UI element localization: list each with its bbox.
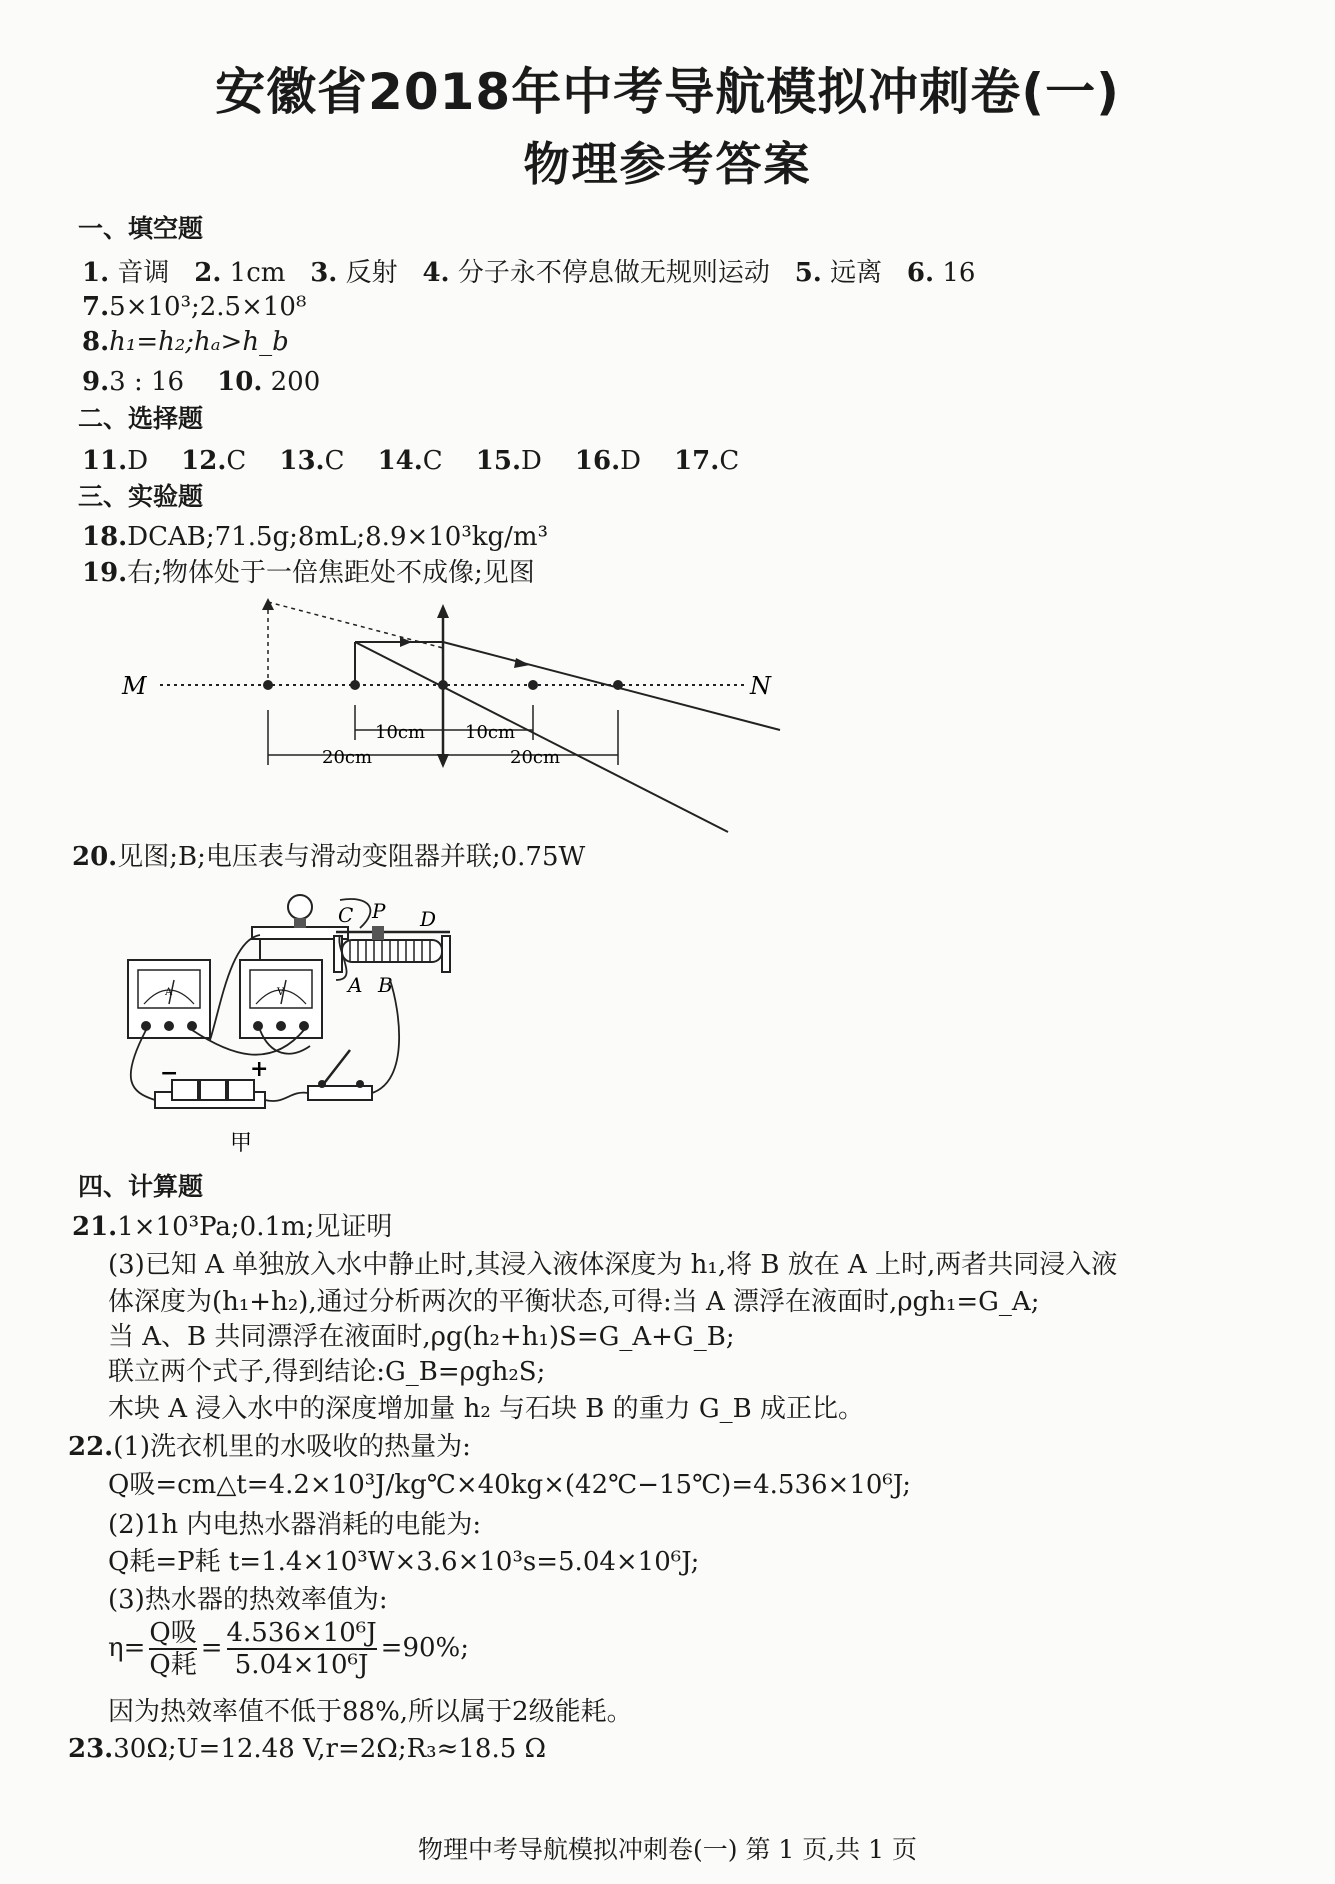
answer-22-line-d: (3)热水器的热效率值为:: [108, 1585, 388, 1615]
svg-text:A: A: [165, 987, 173, 998]
answer-line-7: 7.5×10³;2.5×10⁸: [82, 292, 307, 322]
circuit-caption: 甲: [230, 1131, 253, 1156]
answer-line-23: 23.30Ω;U=12.48 V,r=2Ω;R₃≈18.5 Ω: [68, 1734, 547, 1764]
terminal-d-label: D: [420, 907, 437, 931]
dim-label-10cm-left: 10cm: [375, 722, 426, 743]
switch-icon: [308, 1050, 372, 1100]
page-title: 安徽省2018年中考导航模拟冲刺卷(一): [215, 63, 1120, 121]
svg-text:V: V: [277, 987, 285, 998]
page-footer: 物理中考导航模拟冲刺卷(一) 第 1 页,共 1 页: [417, 1835, 917, 1864]
answer-line-11-17: 11.D 12.C 13.C 14.C 15.D 16.D 17.C: [82, 446, 740, 476]
answer-21-line-b: 体深度为(h₁+h₂),通过分析两次的平衡状态,可得:当 A 漂浮在液面时,ρgh₁=G_A;: [108, 1287, 1040, 1317]
lens-ray-diagram: [100, 590, 800, 840]
battery-plus-label: +: [250, 1056, 269, 1082]
section-heading-calculation: 四、计算题: [78, 1172, 204, 1201]
answer-line-1-6: 1. 音调 2. 1cm 3. 反射 4. 分子永不停息做无规则运动 5. 远离 6. 16: [82, 258, 976, 288]
section-heading-experiment: 三、实验题: [78, 482, 204, 511]
dim-label-20cm-left: 20cm: [322, 747, 373, 768]
slider-p-label: P: [372, 899, 386, 923]
dim-label-10cm-right: 10cm: [465, 722, 516, 743]
dim-label-20cm-right: 20cm: [510, 747, 561, 768]
terminal-b-label: B: [378, 973, 393, 997]
answer-21-line-e: 木块 A 浸入水中的深度增加量 h₂ 与石块 B 的重力 G_B 成正比。: [108, 1394, 865, 1424]
answer-21-line-c: 当 A、B 共同漂浮在液面时,ρg(h₂+h₁)S=G_A+G_B;: [108, 1322, 735, 1352]
answer-line-21: 21.1×10³Pa;0.1m;见证明: [72, 1212, 393, 1242]
answer-22-line-f: 因为热效率值不低于88%,所以属于2级能耗。: [108, 1697, 633, 1727]
page-subtitle: 物理参考答案: [523, 137, 812, 191]
answer-22-line-b: (2)1h 内电热水器消耗的电能为:: [108, 1510, 482, 1540]
section-heading-choice: 二、选择题: [78, 404, 204, 433]
label-n: N: [750, 672, 771, 700]
battery-minus-label: −: [160, 1060, 179, 1086]
voltmeter-icon: [240, 960, 322, 1038]
answer-line-9-10: 9.3 : 16 10. 200: [82, 367, 321, 397]
answer-22-efficiency-formula: η= $\frac{\text{Q吸}}{\text{Q耗}}$ = $\frac{\text{4.536×10⁶J}}{\text{5.04×10⁶J}}$ =90%;: [108, 1618, 469, 1680]
bulb-icon: [288, 895, 312, 919]
answer-line-18: 18.DCAB;71.5g;8mL;8.9×10³kg/m³: [82, 522, 549, 552]
answer-line-20: 20.见图;B;电压表与滑动变阻器并联;0.75W: [72, 842, 586, 872]
answer-21-line-d: 联立两个式子,得到结论:G_B=ρgh₂S;: [108, 1357, 546, 1387]
rheostat-icon: [334, 926, 450, 972]
ammeter-icon: [128, 960, 210, 1038]
circuit-diagram: [110, 880, 580, 1160]
answer-line-22: 22.(1)洗衣机里的水吸收的热量为:: [68, 1432, 471, 1462]
answer-line-19: 19.右;物体处于一倍焦距处不成像;见图: [82, 558, 535, 588]
label-m: M: [122, 672, 147, 700]
section-heading-fill-blank: 一、填空题: [78, 214, 204, 243]
answer-22-line-c: Q耗=P耗 t=1.4×10³W×3.6×10³s=5.04×10⁶J;: [108, 1547, 700, 1577]
answer-line-8: 8.h₁=h₂;hₐ>h_b: [82, 327, 289, 357]
terminal-a-label: A: [348, 973, 363, 997]
answer-22-line-a: Q吸=cm△t=4.2×10³J/kg℃×40kg×(42℃−15℃)=4.536×10⁶J;: [108, 1470, 911, 1500]
terminal-c-label: C: [338, 903, 354, 927]
answer-21-line-a: (3)已知 A 单独放入水中静止时,其浸入液体深度为 h₁,将 B 放在 A 上时,两者共同浸入液: [108, 1250, 1118, 1280]
